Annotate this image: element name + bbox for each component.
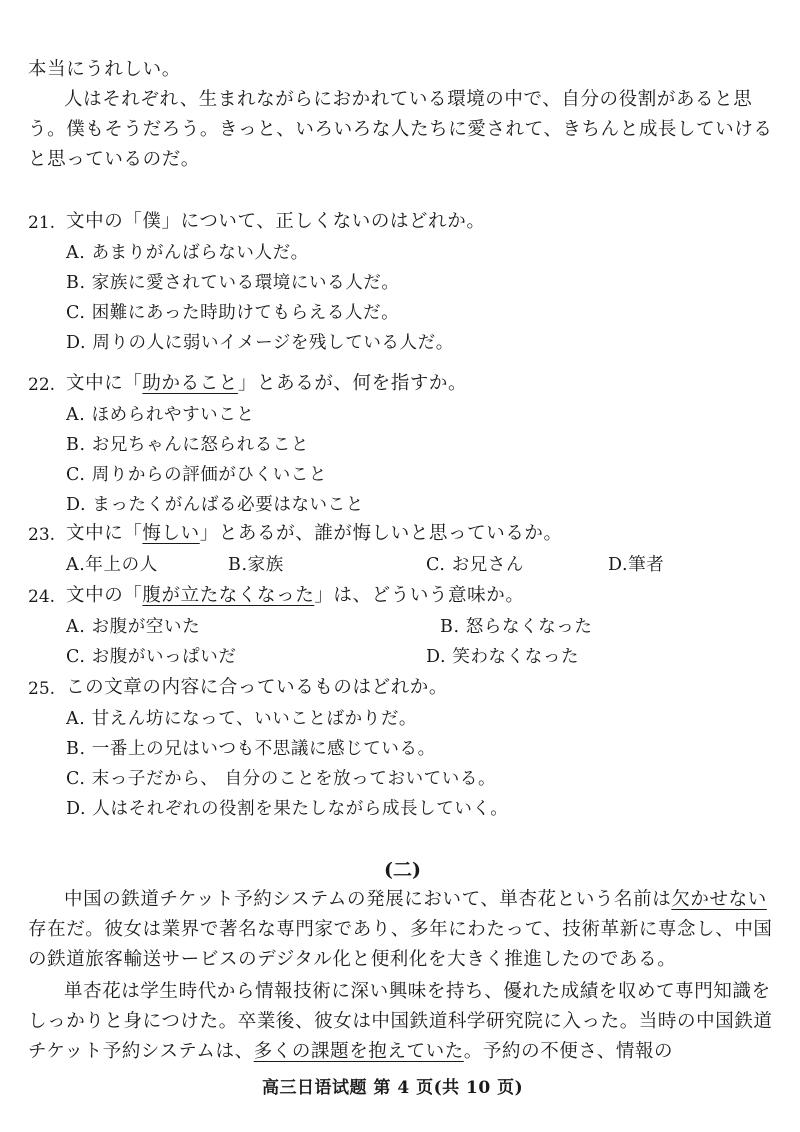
option-line (66, 463, 327, 487)
option-text: あまりがんばらない人だ。 (91, 243, 309, 263)
option-text: 周りからの評価がひくいこと (91, 465, 328, 485)
option-line (66, 767, 496, 791)
option-text: 甘えん坊になって、いいことばかりだ。 (91, 709, 418, 729)
passage-line: 存在だ。彼女は業界で著名な専門家であり、多年にわたって、技術革新に専念し、中国 (28, 919, 773, 940)
option-text: 年上の人 (85, 555, 158, 575)
option-label: B. (228, 555, 248, 575)
option-line (426, 553, 524, 577)
passage-text: 中国の鉄道チケット予約システムの発展において、単杏花という名前は (64, 889, 672, 910)
passage-line: と思っているのだ。 (28, 149, 200, 170)
option-label: B. (66, 273, 86, 293)
option-text: お兄さん (451, 555, 525, 575)
passage-line (64, 888, 767, 912)
underlined-phrase: 欠かせない (671, 889, 767, 910)
option-label: B. (66, 739, 86, 759)
option-line (66, 433, 309, 457)
question-number: 24. (28, 587, 56, 607)
option-text: お兄ちゃんに怒られること (91, 435, 309, 455)
option-label: B. (66, 435, 86, 455)
option-text: お腹が空いた (91, 617, 201, 637)
option-text: 周りの人に弱いイメージを残している人だ。 (92, 333, 454, 353)
question-number: 23. (28, 525, 56, 545)
question-number: 22. (28, 375, 56, 395)
prompt-text: 文中に「 (66, 373, 143, 394)
passage-line: 人はそれぞれ、生まれながらにおかれている環境の中で、自分の役割があると思 (64, 89, 753, 110)
question-prompt (66, 372, 467, 396)
question-prompt (66, 584, 524, 608)
passage-line: う。僕もそうだろう。きっと、いろいろな人たちに愛されて、きちんと成長していける (28, 119, 773, 140)
option-line (66, 331, 454, 355)
option-label: D. (426, 647, 447, 667)
option-label: D. (608, 555, 629, 575)
option-line (66, 403, 254, 427)
passage-line: 単杏花は学生時代から情報技術に深い興味を持ち、優れた成績を収めて専門知識を (64, 981, 771, 1002)
option-line (66, 645, 237, 669)
option-text: 末っ子だから、 自分のことを放っておいている。 (91, 769, 497, 789)
passage-line (28, 1040, 673, 1064)
option-text: まったくがんばる必要はないこと (92, 495, 364, 515)
option-label: A. (66, 709, 86, 729)
option-label: C. (66, 647, 86, 667)
option-text: 怒らなくなった (465, 617, 593, 637)
option-line (66, 797, 508, 821)
question-number: 21. (28, 213, 56, 233)
underlined-phrase: 多くの課題を抱えていた (253, 1041, 464, 1062)
option-text: 人はそれぞれの役割を果たしながら成長していく。 (92, 799, 509, 819)
option-label: C. (66, 769, 86, 789)
underlined-phrase: 腹が立たなくなった (142, 585, 315, 606)
option-line (66, 271, 400, 295)
option-text: 笑わなくなった (452, 647, 580, 667)
option-line (66, 707, 417, 731)
option-line (66, 615, 200, 639)
option-text: 困難にあった時助けてもらえる人だ。 (91, 303, 400, 323)
passage-line: 本当にうれしい。 (28, 59, 181, 80)
option-label: C. (426, 555, 446, 575)
option-label: D. (66, 333, 87, 353)
option-line (426, 645, 579, 669)
option-label: C. (66, 465, 86, 485)
prompt-text: 」は、どういう意味か。 (314, 585, 525, 606)
option-label: A. (66, 243, 86, 263)
prompt-text: 文中の「 (66, 585, 143, 606)
prompt-text: 」とあるが、誰が悔しいと思っているか。 (199, 523, 563, 544)
question-number: 25. (28, 679, 56, 699)
prompt-text: 」とあるが、何を指すか。 (237, 373, 468, 394)
passage-line: しっかりと身につけた。卒業後、彼女は中国鉄道科学研究院に入った。当時の中国鉄道 (28, 1011, 773, 1032)
underlined-phrase: 助かること (142, 373, 238, 394)
prompt-text: 文中に「 (66, 523, 143, 544)
option-line (66, 737, 436, 761)
option-line (66, 493, 364, 517)
question-prompt (66, 522, 563, 546)
option-text: 一番上の兄はいつも不思議に感じている。 (91, 739, 436, 759)
question-prompt: この文章の内容に合っているものはどれか。 (66, 677, 449, 698)
option-label: A. (66, 555, 86, 575)
option-text: ほめられやすいこと (91, 405, 255, 425)
passage-text: チケット予約システムは、 (28, 1041, 254, 1062)
option-line (608, 553, 664, 577)
option-label: C. (66, 303, 86, 323)
option-line (66, 301, 399, 325)
option-line (66, 241, 309, 265)
underlined-phrase: 悔しい (142, 523, 200, 544)
option-line (440, 615, 593, 639)
section-heading: (二) (384, 859, 421, 881)
option-label: A. (66, 405, 86, 425)
page-footer: 高三日语试题 第 4 页(共 10 页) (262, 1078, 524, 1098)
option-text: 家族 (247, 555, 284, 575)
option-label: A. (66, 617, 86, 637)
option-text: 家族に愛されている環境にいる人だ。 (91, 273, 400, 293)
question-prompt: 文中の「僕」について、正しくないのはどれか。 (66, 211, 486, 232)
option-text: お腹がいっぱいだ (91, 647, 237, 667)
option-text: 筆者 (628, 555, 665, 575)
passage-line: の鉄道旅客輸送サービスのデジタル化と便利化を大きく推進したのである。 (28, 949, 677, 970)
option-line (228, 553, 284, 577)
option-line (66, 553, 158, 577)
option-label: B. (440, 617, 460, 637)
option-label: D. (66, 495, 87, 515)
option-label: D. (66, 799, 87, 819)
passage-text: 。予約の不便さ、情報の (463, 1041, 674, 1062)
